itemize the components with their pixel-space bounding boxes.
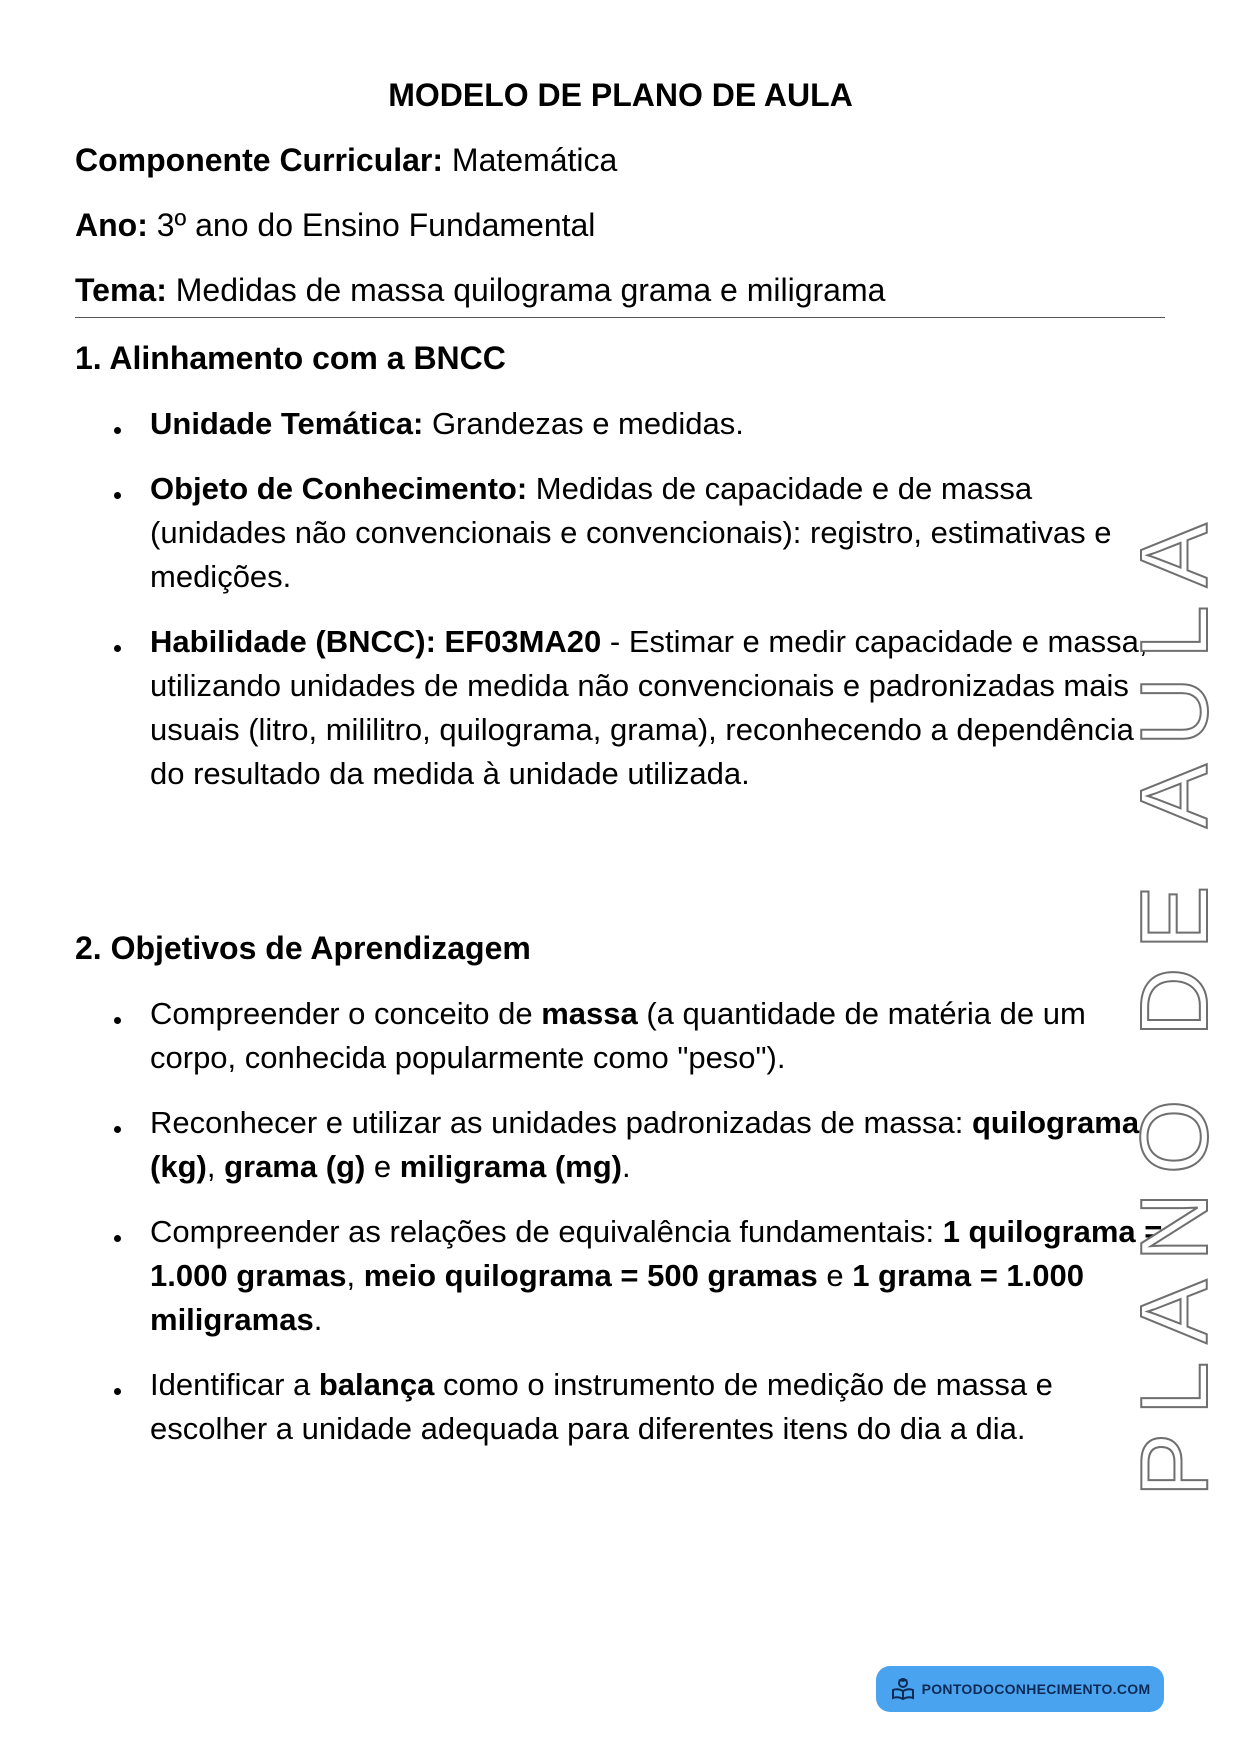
item-body: Medidas de capacidade e de massa (unidades não convencionais e convencionais): registro, estimativas e medições. [150, 471, 1112, 594]
tema-line [75, 270, 885, 310]
reader-book-icon [890, 1676, 916, 1702]
text-run: , [206, 1149, 225, 1184]
componente-label: Componente Curricular: [75, 142, 444, 178]
bullet-icon [114, 645, 121, 652]
page-title: MODELO DE PLANO DE AULA [388, 77, 853, 113]
section-heading-bncc: 1. Alinhamento com a BNCC [75, 340, 506, 376]
list-item-text [150, 402, 1175, 446]
item-body: Grandezas e medidas. [423, 406, 744, 441]
bullet-icon [114, 1388, 121, 1395]
list-item-text [150, 1210, 1175, 1342]
list-item-text [150, 992, 1175, 1080]
tema-label: Tema: [75, 272, 167, 308]
bold-run: grama (g) [224, 1149, 366, 1184]
bullet-icon [114, 1235, 121, 1242]
bold-run: quilograma (kg) [150, 1105, 1140, 1184]
text-run: e [365, 1149, 400, 1184]
bold-run: miligrama (mg) [399, 1149, 622, 1184]
text-run: Reconhecer e utilizar as unidades padronizadas de massa: [150, 1105, 972, 1140]
plano-de-aula-watermark: PLANO DE AULA [1121, 505, 1228, 1497]
list-item-text [150, 467, 1175, 599]
bullet-icon [114, 427, 121, 434]
text-run: Compreender as relações de equivalência fundamentais: [150, 1214, 943, 1249]
header-divider [75, 317, 1165, 318]
bold-run: massa [541, 996, 638, 1031]
ano-label: Ano: [75, 207, 148, 243]
text-run: Identificar a [150, 1367, 319, 1402]
text-run: como o instrumento de medição de massa e escolher a unidade adequada para diferentes itens do dia a dia. [150, 1367, 1053, 1446]
text-run: . [313, 1302, 323, 1337]
bold-run: meio quilograma = 500 gramas [363, 1258, 818, 1293]
brand-label: PONTODOCONHECIMENTO.COM [921, 1681, 1151, 1697]
bold-run: balança [318, 1367, 435, 1402]
componente-value: Matemática [443, 142, 618, 178]
ano-line [75, 205, 595, 245]
list-item-text [150, 620, 1175, 796]
item-label: Habilidade (BNCC): EF03MA20 [150, 624, 602, 659]
componente-curricular-line [75, 140, 617, 180]
text-run: . [622, 1149, 631, 1184]
bullet-icon [114, 1017, 121, 1024]
bullet-icon [114, 492, 121, 499]
text-run: , [346, 1258, 364, 1293]
bold-run: 1 quilograma = 1.000 gramas [150, 1214, 1163, 1293]
ano-value: 3º ano do Ensino Fundamental [147, 207, 596, 243]
tema-value: Medidas de massa quilograma grama e miligrama [166, 272, 886, 308]
item-label: Objeto de Conhecimento: [150, 471, 528, 506]
list-item-text [150, 1363, 1175, 1451]
item-label: Unidade Temática: [150, 406, 424, 441]
item-body: - Estimar e medir capacidade e massa, utilizando unidades de medida não convencionais e padronizadas mais usuais (litro, mililitro, quilograma, grama), reconhecendo a dependência do resultado da medida à unidade utilizada. [150, 624, 1148, 791]
bullet-icon [114, 1126, 121, 1133]
brand-badge[interactable] [876, 1666, 1164, 1712]
section-heading-objetivos: 2. Objetivos de Aprendizagem [75, 930, 531, 966]
list-item-text [150, 1101, 1175, 1189]
text-run: e [817, 1258, 853, 1293]
bold-run: 1 grama = 1.000 miligramas [150, 1258, 1084, 1337]
text-run: Compreender o conceito de [150, 996, 542, 1031]
text-run: (a quantidade de matéria de um corpo, conhecida popularmente como "peso"). [150, 996, 1086, 1075]
